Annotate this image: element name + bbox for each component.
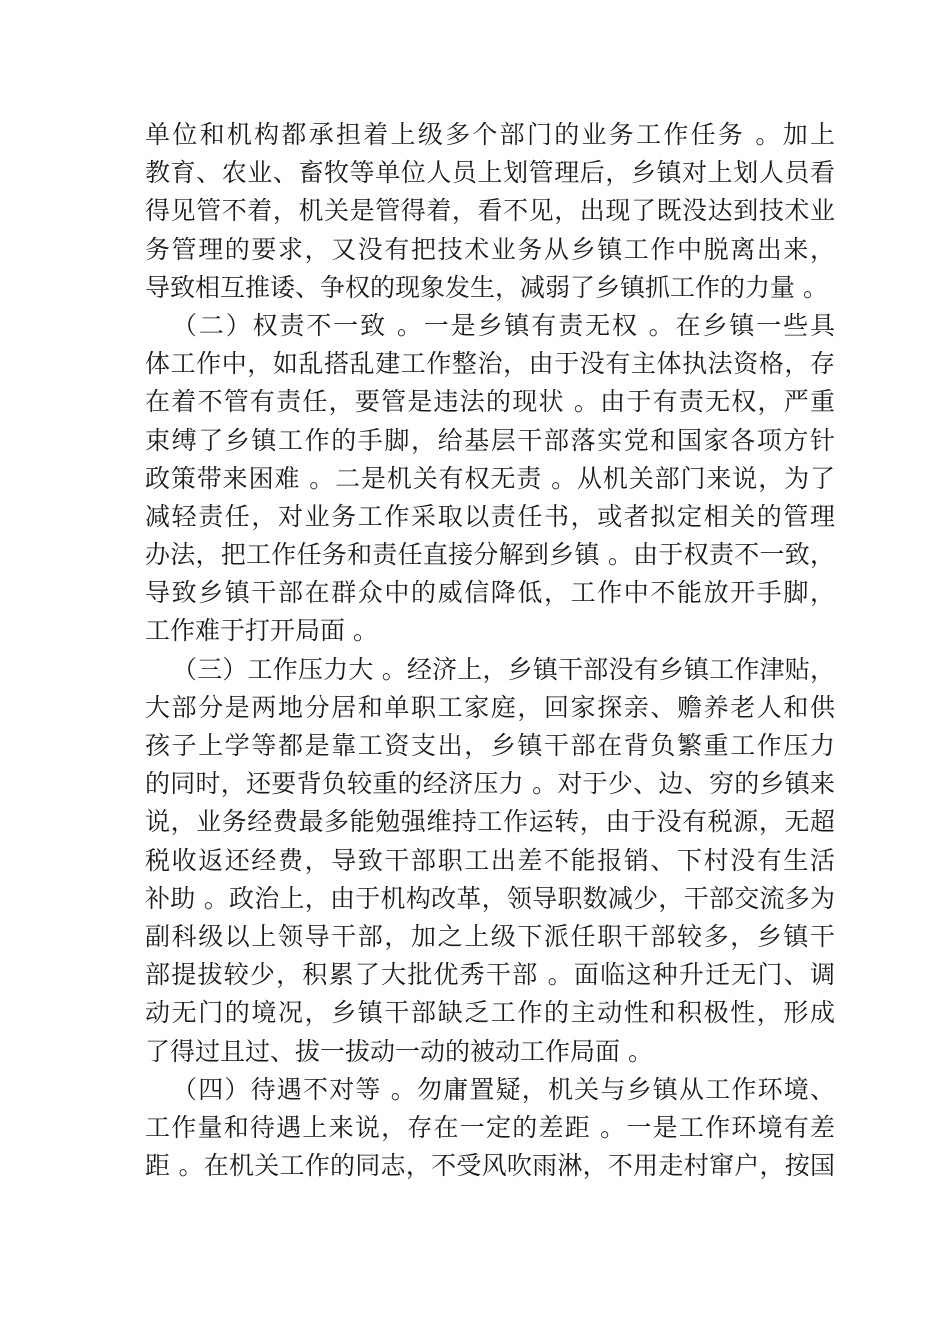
text-line: 说，业务经费最多能勉强维持工作运转，由于没有税源，无超 xyxy=(145,807,835,837)
text-line: 政策带来困难 。二是机关有权无责 。从机关部门来说，为了 xyxy=(145,463,835,493)
text-line: 在着不管有责任，要管是违法的现状 。由于有责无权，严重 xyxy=(145,387,835,417)
text-line: 工作难于打开局面 。 xyxy=(145,616,378,646)
text-line: 体工作中，如乱搭乱建工作整治，由于没有主体执法资格，存 xyxy=(145,349,835,379)
text-line: 得见管不着，机关是管得着，看不见，出现了既没达到技术业 xyxy=(145,196,835,226)
text-line: 办法，把工作任务和责任直接分解到乡镇 。由于权责不一致， xyxy=(145,540,835,570)
text-line: 税收返还经费，导致干部职工出差不能报销、下村没有生活 xyxy=(145,845,835,875)
text-line: 束缚了乡镇工作的手脚，给基层干部落实党和国家各项方针 xyxy=(145,425,835,455)
text-line: 动无门的境况，乡镇干部缺乏工作的主动性和积极性，形成 xyxy=(145,998,835,1028)
text-line: 减轻责任，对业务工作采取以责任书，或者拟定相关的管理 xyxy=(145,501,835,531)
text-line: 教育、农业、畜牧等单位人员上划管理后，乡镇对上划人员看 xyxy=(145,158,835,188)
text-line: 副科级以上领导干部，加之上级下派任职干部较多，乡镇干 xyxy=(145,921,835,951)
text-line: 了得过且过、拔一拔动一动的被动工作局面 。 xyxy=(145,1036,653,1066)
text-line: 务管理的要求，又没有把技术业务从乡镇工作中脱离出来， xyxy=(145,234,835,264)
text-line: 孩子上学等都是靠工资支出，乡镇干部在背负繁重工作压力 xyxy=(145,731,835,760)
document-body xyxy=(145,116,835,1185)
text-line: 补助 。政治上，由于机构改革，领导职数减少，干部交流多为 xyxy=(145,883,835,913)
text-line: 导致乡镇干部在群众中的威信降低，工作中不能放开手脚， xyxy=(145,578,835,608)
paragraph-first-line: （四）待遇不对等 。勿庸置疑，机关与乡镇从工作环境、 xyxy=(172,1074,835,1104)
text-line: 部提拔较少，积累了大批优秀干部 。面临这种升迁无门、调 xyxy=(145,960,835,990)
text-line: 工作量和待遇上来说，存在一定的差距 。一是工作环境有差 xyxy=(145,1112,835,1142)
text-line: 导致相互推诿、争权的现象发生，减弱了乡镇抓工作的力量 。 xyxy=(145,272,828,302)
text-line: 的同时，还要背负较重的经济压力 。对于少、边、穷的乡镇来 xyxy=(145,769,835,799)
paragraph-first-line: （三）工作压力大 。经济上，乡镇干部没有乡镇工作津贴， xyxy=(172,654,835,684)
text-line: 距 。在机关工作的同志，不受风吹雨淋，不用走村窜户，按国 xyxy=(145,1151,835,1181)
text-line: 大部分是两地分居和单职工家庭，回家探亲、赡养老人和供 xyxy=(145,692,835,722)
paragraph-first-line: （二）权责不一致 。一是乡镇有责无权 。在乡镇一些具 xyxy=(172,310,835,340)
text-line: 单位和机构都承担着上级多个部门的业务工作任务 。加上 xyxy=(145,120,835,149)
